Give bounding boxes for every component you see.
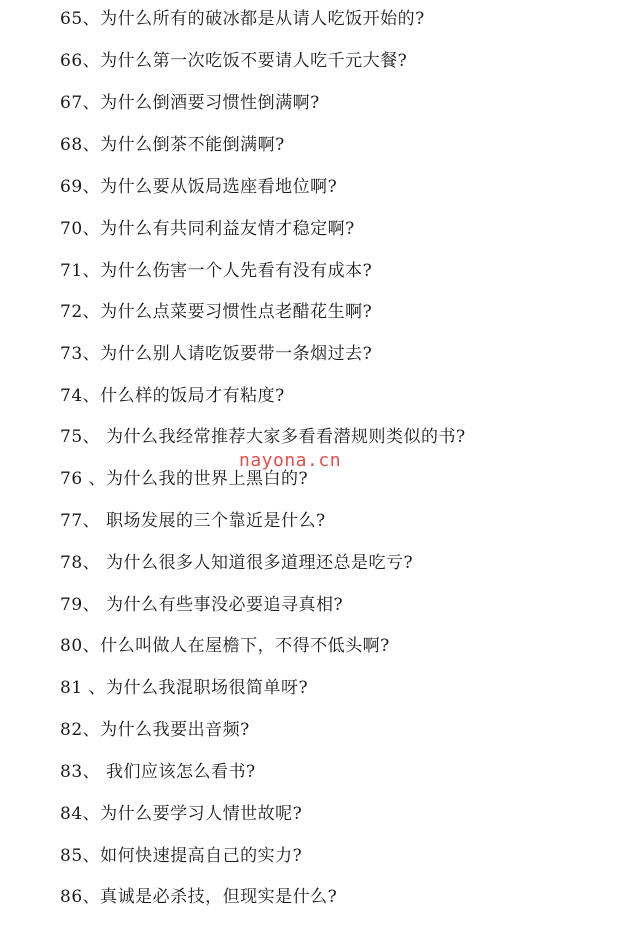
question-line-85: 85、如何快速提高自己的实力? xyxy=(60,846,303,866)
question-line-84: 84、为什么要学习人情世故呢? xyxy=(60,804,303,824)
question-line-81: 81 、为什么我混职场很简单呀? xyxy=(60,678,309,698)
question-line-86: 86、真诚是必杀技，但现实是什么? xyxy=(60,887,338,907)
question-line-68: 68、为什么倒茶不能倒满啊? xyxy=(60,135,285,155)
question-line-75: 75、 为什么我经常推荐大家多看看潜规则类似的书? xyxy=(60,427,466,447)
question-line-65: 65、为什么所有的破冰都是从请人吃饭开始的? xyxy=(60,9,425,29)
question-line-80: 80、什么叫做人在屋檐下，不得不低头啊? xyxy=(60,636,390,656)
question-line-76: 76 、为什么我的世界上黑白的? xyxy=(60,469,309,489)
question-line-67: 67、为什么倒酒要习惯性倒满啊? xyxy=(60,93,320,113)
question-line-79: 79、 为什么有些事没必要追寻真相? xyxy=(60,595,344,615)
question-line-77: 77、 职场发展的三个靠近是什么? xyxy=(60,511,326,531)
question-line-69: 69、为什么要从饭局选座看地位啊? xyxy=(60,177,338,197)
question-line-72: 72、为什么点菜要习惯性点老醋花生啊? xyxy=(60,302,373,322)
question-line-82: 82、为什么我要出音频? xyxy=(60,720,250,740)
question-line-74: 74、什么样的饭局才有粘度? xyxy=(60,386,285,406)
question-line-73: 73、为什么别人请吃饭要带一条烟过去? xyxy=(60,344,373,364)
question-line-71: 71、为什么伤害一个人先看有没有成本? xyxy=(60,261,373,281)
watermark-text: nayona.cn xyxy=(239,450,342,471)
question-line-78: 78、 为什么很多人知道很多道理还总是吃亏? xyxy=(60,553,414,573)
question-line-66: 66、为什么第一次吃饭不要请人吃千元大餐? xyxy=(60,51,408,71)
question-line-83: 83、 我们应该怎么看书? xyxy=(60,762,256,782)
question-line-70: 70、为什么有共同利益友情才稳定啊? xyxy=(60,219,355,239)
